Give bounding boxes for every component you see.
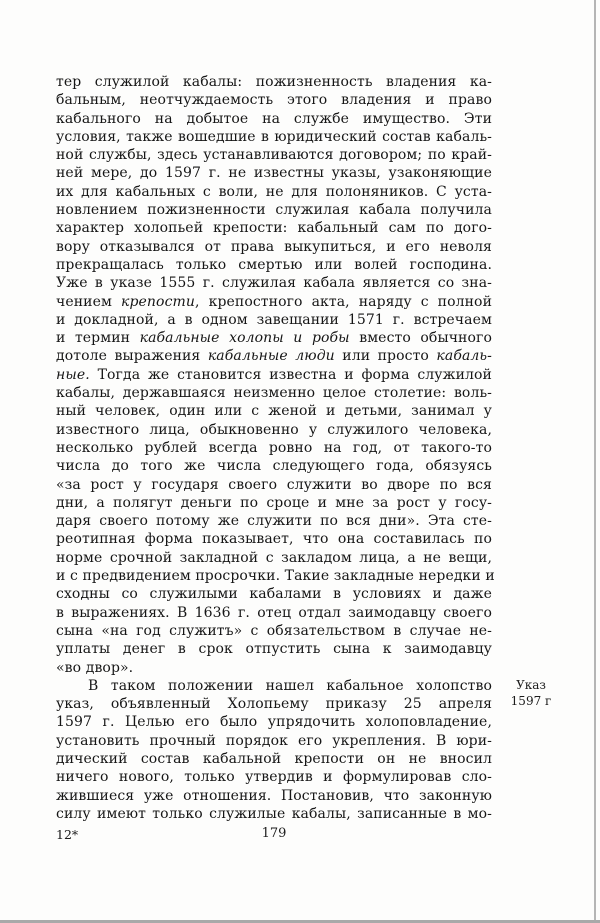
- emphasized-text: кабаль-: [436, 348, 492, 365]
- text-segment: вместо обычного: [349, 330, 492, 347]
- text-segment: ней мере, до 1597 г. не известны указы, узаконяющие: [56, 165, 492, 182]
- text-line: [56, 585, 492, 603]
- text-line: [56, 567, 495, 585]
- text-line: [56, 622, 492, 640]
- text-segment: дни, а полягут деньги по сроце и мне за рост у госу-: [56, 494, 492, 511]
- text-segment: и с предвидением просрочки. Такие закладные нередки и: [56, 568, 495, 585]
- text-line: [56, 238, 492, 256]
- text-segment: силу имеют только служилые кабалы, записанные в мо-: [56, 805, 492, 822]
- text-segment: Тогда же становится известна и форма служилой: [89, 366, 492, 383]
- text-line: [56, 530, 492, 548]
- text-line: [56, 512, 492, 530]
- text-segment: вору отказывался от права выкупиться, и его неволя: [56, 238, 492, 255]
- text-line: [56, 439, 492, 457]
- text-segment: жившиеся уже отношения. Постановив, что законную: [56, 787, 492, 804]
- text-segment: несколько рублей всегда ровно на год, от такого-то: [56, 439, 492, 456]
- text-line: [56, 457, 492, 475]
- text-segment: сына «на год служитъ» с обязательством в случае не-: [56, 622, 492, 639]
- text-line: [56, 549, 492, 567]
- text-line: [56, 311, 492, 329]
- text-line: [56, 402, 492, 420]
- text-segment: «за рост у государя своего служити во дворе по вся: [56, 476, 492, 493]
- text-segment: их для кабальных с воли, не для полоняников. С уста-: [56, 183, 492, 200]
- text-segment: и докладной, а в одном завещании 1571 г. встречаем: [56, 311, 492, 328]
- body-text: [56, 73, 495, 823]
- text-line: [56, 494, 492, 512]
- text-segment: дотоле выражения: [56, 348, 208, 365]
- text-line: [56, 750, 492, 768]
- text-segment: в выражениях. В 1636 г. отец отдал заимодавцу своего: [56, 604, 492, 621]
- text-line: [56, 91, 492, 109]
- text-line: [56, 476, 492, 494]
- text-segment: В таком положении нашел кабальное холопство: [88, 677, 492, 694]
- text-line: [56, 183, 492, 201]
- text-line: [56, 677, 492, 695]
- text-line: [56, 604, 492, 622]
- emphasized-text: крепости: [121, 293, 196, 310]
- scan-edge-right-line: [594, 0, 596, 923]
- text-line: [56, 274, 492, 292]
- text-line: [56, 659, 492, 677]
- text-segment: даря своего потому же служити по вся дни». Эта сте-: [56, 513, 492, 530]
- margin-note-line1: Указ: [516, 678, 546, 692]
- text-line: [56, 421, 492, 439]
- text-line: [56, 146, 492, 164]
- text-segment: установить прочный порядок его укрепления. В юри-: [56, 732, 492, 749]
- text-segment: уплаты денег в срок отпустить сына к заимодавцу: [56, 641, 492, 658]
- text-segment: известного лица, обыкновенно у служилого человека,: [56, 421, 492, 438]
- text-segment: ничего нового, только утвердив и формулировав сло-: [56, 769, 492, 786]
- page-number: 179: [261, 826, 287, 841]
- text-segment: дический состав кабальной крепости он не вносил: [56, 750, 492, 767]
- text-segment: Уже в указе 1555 г. служилая кабала является со зна-: [56, 275, 492, 292]
- text-segment: ной службы, здесь устанавливаются договором; по край-: [56, 147, 492, 164]
- text-segment: указ, объявленный Холопьему приказу 25 апреля: [56, 696, 492, 713]
- text-segment: или просто: [334, 348, 437, 365]
- text-segment: кабалы, державшаяся неизменно целое столетие: воль-: [56, 385, 492, 402]
- text-segment: условия, также вошедшие в юридический состав кабаль-: [56, 128, 492, 145]
- text-segment: сходны со служилыми кабалами в условиях и даже: [56, 586, 492, 603]
- text-line: [56, 110, 492, 128]
- text-segment: характер холопьей крепости: кабальный сам по дого-: [56, 220, 492, 237]
- text-segment: тер служилой кабалы: пожизненность владения ка-: [56, 74, 492, 90]
- text-segment: ный человек, один или с женой и детьми, занимал у: [56, 403, 492, 420]
- text-segment: числа до того же числа следующего года, обязуясь: [56, 458, 492, 475]
- emphasized-text: ные.: [56, 366, 90, 383]
- text-line: [56, 713, 492, 731]
- text-segment: «во двор».: [56, 659, 134, 676]
- text-line: [56, 201, 492, 219]
- margin-note-line2: 1597 г: [510, 694, 552, 708]
- text-segment: чением: [56, 293, 122, 310]
- text-segment: бальным, неотчуждаемость этого владения и право: [56, 92, 492, 109]
- text-line: [56, 329, 492, 347]
- text-line: [56, 347, 492, 365]
- text-line: [56, 732, 492, 750]
- text-line: [56, 640, 492, 658]
- footer-section-mark: 12*: [56, 827, 79, 842]
- text-segment: и термин: [56, 330, 140, 347]
- text-segment: новлением пожизненности служилая кабала получила: [56, 202, 492, 219]
- emphasized-text: кабальные холопы и робы: [139, 330, 350, 347]
- text-line: [56, 164, 492, 182]
- text-line: [56, 219, 492, 237]
- text-line: [56, 366, 492, 384]
- text-line: [56, 805, 492, 823]
- margin-note: [505, 677, 557, 709]
- text-segment: кабального на добытое на службе имущество. Эти: [56, 110, 492, 127]
- text-segment: реотипная форма показывает, что она составилась по: [56, 531, 492, 548]
- emphasized-text: кабальные люди: [207, 348, 335, 365]
- text-segment: норме срочной закладной с закладом лица, а не вещи,: [56, 549, 492, 566]
- text-line: [56, 293, 492, 311]
- text-segment: прекращалась только смертью или волей господина.: [56, 256, 492, 273]
- text-line: [56, 695, 492, 713]
- text-line: [56, 768, 492, 786]
- text-segment: 1597 г. Целью его было упрядочить холоповладение,: [56, 714, 492, 731]
- text-line: [56, 256, 492, 274]
- text-line: [56, 73, 492, 91]
- text-segment: , крепостного акта, наряду с полной: [195, 293, 493, 310]
- text-line: [56, 384, 492, 402]
- text-line: [56, 787, 492, 805]
- text-line: [56, 128, 492, 146]
